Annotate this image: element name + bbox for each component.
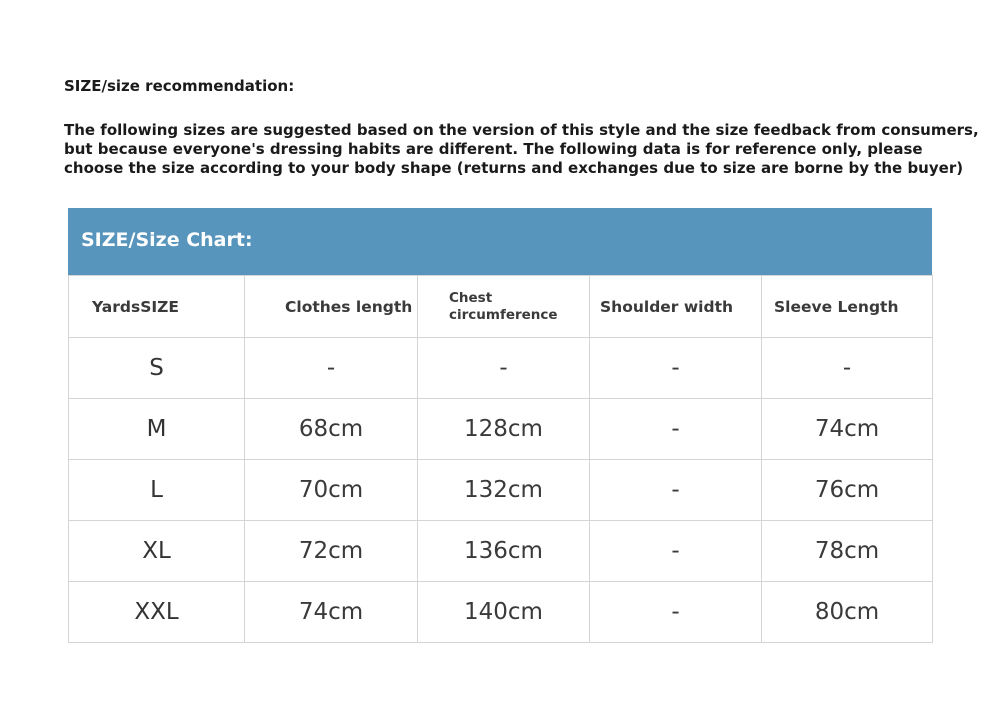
sleeve-length-cell: 78cm	[762, 521, 933, 582]
column-header-chest-circumference: Chest circumference	[418, 276, 590, 338]
size-table	[68, 275, 933, 643]
column-header-size: YardsSIZE	[69, 276, 245, 338]
clothes-length-cell: 72cm	[245, 521, 418, 582]
chest-circumference-cell: -	[418, 338, 590, 399]
table-row	[69, 338, 933, 399]
size-cell: L	[69, 460, 245, 521]
size-cell: XL	[69, 521, 245, 582]
sleeve-length-cell: 74cm	[762, 399, 933, 460]
size-chart	[68, 208, 932, 647]
size-recommendation-heading: SIZE/size recommendation:	[64, 77, 295, 95]
size-note-line: but because everyone's dressing habits are different. The following data is for reference only, please	[64, 140, 923, 158]
table-header-row	[69, 276, 933, 338]
size-chart-title: SIZE/Size Chart:	[81, 229, 253, 251]
size-note-line: choose the size according to your body shape (returns and exchanges due to size are borne by the buyer)	[64, 159, 964, 177]
shoulder-width-cell: -	[590, 460, 762, 521]
size-chart-banner	[68, 208, 932, 275]
table-row	[69, 460, 933, 521]
column-header-clothes-length: Clothes length	[245, 276, 418, 338]
column-header-shoulder-width: Shoulder width	[590, 276, 762, 338]
clothes-length-cell: -	[245, 338, 418, 399]
shoulder-width-cell: -	[590, 582, 762, 643]
table-row	[69, 399, 933, 460]
size-cell: S	[69, 338, 245, 399]
clothes-length-cell: 74cm	[245, 582, 418, 643]
chest-circumference-cell: 128cm	[418, 399, 590, 460]
shoulder-width-cell: -	[590, 399, 762, 460]
clothes-length-cell: 68cm	[245, 399, 418, 460]
shoulder-width-cell: -	[590, 338, 762, 399]
table-row	[69, 521, 933, 582]
size-cell: XXL	[69, 582, 245, 643]
chest-circumference-cell: 132cm	[418, 460, 590, 521]
size-cell: M	[69, 399, 245, 460]
sleeve-length-cell: 76cm	[762, 460, 933, 521]
shoulder-width-cell: -	[590, 521, 762, 582]
clothes-length-cell: 70cm	[245, 460, 418, 521]
sleeve-length-cell: 80cm	[762, 582, 933, 643]
chest-circumference-cell: 140cm	[418, 582, 590, 643]
size-note	[64, 121, 979, 178]
table-row	[69, 582, 933, 643]
column-header-sleeve-length: Sleeve Length	[762, 276, 933, 338]
sleeve-length-cell: -	[762, 338, 933, 399]
chest-circumference-cell: 136cm	[418, 521, 590, 582]
size-note-line: The following sizes are suggested based on the version of this style and the size feedback from consumers,	[64, 121, 979, 139]
